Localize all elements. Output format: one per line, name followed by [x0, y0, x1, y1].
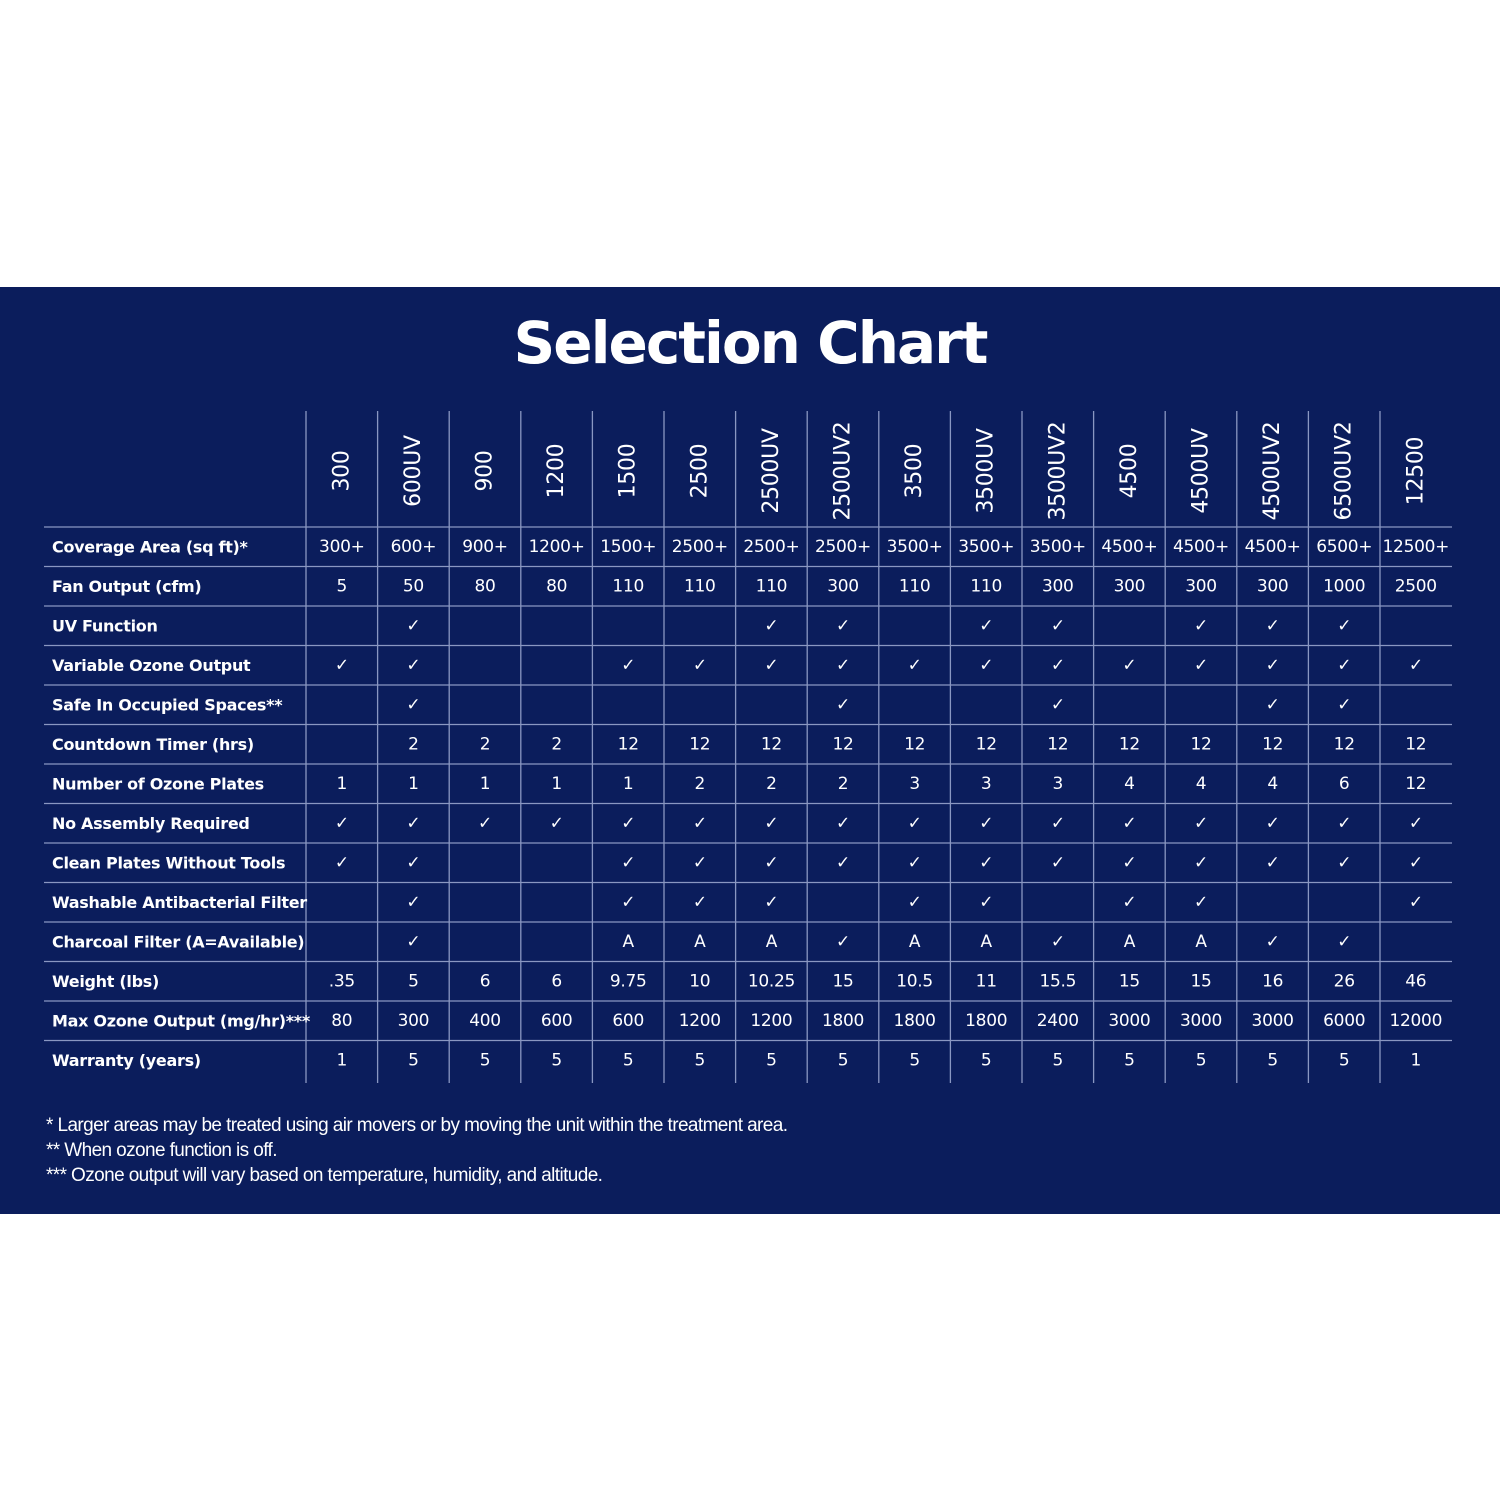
check-icon: ✓ — [907, 655, 922, 676]
check-icon: ✓ — [764, 615, 779, 636]
table-cell: 80 — [331, 1010, 353, 1031]
table-cell: 10.25 — [747, 971, 795, 992]
table-cell: 300 — [1185, 576, 1217, 597]
table-cell: 5 — [551, 1050, 562, 1071]
table-cell: 12 — [1405, 773, 1427, 794]
check-icon: ✓ — [1337, 655, 1352, 676]
check-icon: ✓ — [1337, 813, 1352, 834]
table-cell: 80 — [474, 576, 496, 597]
row-label: Clean Plates Without Tools — [52, 853, 286, 873]
table-cell: 12 — [760, 734, 782, 755]
table-cell: 2500+ — [671, 536, 728, 557]
table-cell: 16 — [1262, 971, 1284, 992]
table-cell: 300+ — [319, 536, 365, 557]
check-icon: ✓ — [1408, 813, 1423, 834]
table-cell: 6500+ — [1316, 536, 1373, 557]
table-cell: 12000 — [1389, 1010, 1443, 1031]
table-cell: 2500 — [1394, 576, 1437, 597]
table-cell: 3 — [909, 773, 920, 794]
table-cell: 600+ — [390, 536, 437, 557]
table-cell: 300 — [1113, 576, 1146, 597]
table-cell: 3500+ — [958, 536, 1015, 557]
table-cell: 5 — [336, 576, 348, 597]
check-icon: ✓ — [406, 852, 421, 873]
row-label: Variable Ozone Output — [52, 655, 251, 675]
table-cell: 15 — [1190, 971, 1212, 992]
row-label: No Assembly Required — [52, 813, 250, 833]
table-cell: 1200+ — [528, 536, 585, 557]
table-cell: 900+ — [462, 536, 508, 557]
check-icon: ✓ — [1265, 655, 1280, 676]
column-header: 1200 — [544, 443, 570, 499]
check-icon: ✓ — [1122, 655, 1137, 676]
check-icon: ✓ — [692, 852, 707, 873]
chart-title: Selection Chart — [513, 309, 987, 377]
footnote-1: * Larger areas may be treated using air movers or by moving the unit within the treatment area. — [46, 1115, 788, 1136]
table-cell: 11 — [975, 971, 997, 992]
check-icon: ✓ — [1408, 852, 1423, 873]
table-cell: 5 — [694, 1050, 706, 1071]
table-cell: 3 — [980, 773, 992, 794]
selection-table — [0, 287, 1500, 1214]
table-cell: 15 — [832, 971, 854, 992]
check-icon: ✓ — [1194, 813, 1208, 834]
row-label: Washable Antibacterial Filter — [52, 892, 307, 912]
column-header: 600UV — [400, 435, 426, 507]
row-label: Number of Ozone Plates — [52, 774, 264, 794]
table-cell: 4 — [1124, 773, 1135, 794]
column-header: 2500 — [687, 443, 713, 499]
table-cell: 2 — [408, 734, 419, 755]
row-label: Coverage Area (sq ft)* — [52, 537, 248, 557]
row-label: Charcoal Filter (A=Available) — [52, 932, 305, 952]
table-cell: 9.75 — [609, 971, 647, 992]
check-icon: ✓ — [406, 931, 421, 952]
check-icon: ✓ — [836, 615, 850, 636]
table-cell: 12500+ — [1382, 536, 1450, 557]
table-cell: 12 — [1118, 734, 1140, 755]
check-icon: ✓ — [406, 655, 421, 676]
table-cell: A — [694, 931, 706, 952]
table-cell: 12 — [617, 734, 639, 755]
column-header: 4500UV2 — [1260, 421, 1286, 521]
check-icon: ✓ — [1194, 655, 1208, 676]
check-icon: ✓ — [764, 655, 779, 676]
table-cell: 3000 — [1108, 1010, 1151, 1031]
footnote-2: ** When ozone function is off. — [46, 1140, 277, 1161]
table-cell: 10.5 — [896, 971, 933, 992]
table-cell: 5 — [837, 1050, 849, 1071]
table-cell: 10 — [689, 971, 711, 992]
table-cell: A — [622, 931, 634, 952]
check-icon: ✓ — [836, 852, 850, 873]
check-icon: ✓ — [1194, 852, 1208, 873]
check-icon: ✓ — [1408, 892, 1423, 913]
table-cell: 4500+ — [1172, 536, 1230, 557]
check-icon: ✓ — [692, 813, 707, 834]
check-icon: ✓ — [406, 813, 421, 834]
table-cell: 5 — [1124, 1050, 1135, 1071]
table-cell: 5 — [479, 1050, 491, 1071]
table-cell: 1500+ — [600, 536, 657, 557]
row-label: Weight (lbs) — [52, 971, 159, 991]
column-header: 300 — [329, 450, 355, 492]
row-label: UV Function — [52, 616, 158, 636]
check-icon: ✓ — [1337, 931, 1352, 952]
row-label: Warranty (years) — [52, 1050, 201, 1070]
check-icon: ✓ — [907, 813, 922, 834]
check-icon: ✓ — [836, 655, 850, 676]
check-icon: ✓ — [836, 694, 850, 715]
table-cell: 15.5 — [1039, 971, 1077, 992]
table-cell: 6000 — [1323, 1010, 1366, 1031]
table-cell: 1800 — [821, 1010, 865, 1031]
table-cell: 4 — [1267, 773, 1278, 794]
row-label: Countdown Timer (hrs) — [52, 734, 254, 754]
table-cell: 5 — [980, 1050, 992, 1071]
table-cell: 12 — [1333, 734, 1355, 755]
column-header: 4500 — [1116, 443, 1142, 499]
table-cell: A — [980, 931, 992, 952]
table-cell: 3500+ — [886, 536, 943, 557]
check-icon: ✓ — [1265, 694, 1280, 715]
table-cell: 1 — [408, 773, 419, 794]
check-icon: ✓ — [764, 813, 779, 834]
check-icon: ✓ — [406, 694, 421, 715]
check-icon: ✓ — [1265, 852, 1280, 873]
check-icon: ✓ — [1408, 655, 1423, 676]
check-icon: ✓ — [979, 615, 994, 636]
row-label: Max Ozone Output (mg/hr)*** — [52, 1011, 310, 1031]
table-cell: 12 — [1190, 734, 1212, 755]
table-cell: 3500+ — [1029, 536, 1086, 557]
column-header: 900 — [472, 450, 498, 492]
column-header: 6500UV2 — [1331, 421, 1357, 521]
table-cell: 5 — [408, 1050, 419, 1071]
table-cell: 12 — [1047, 734, 1069, 755]
table-cell: 5 — [766, 1050, 777, 1071]
table-cell: 1800 — [893, 1010, 936, 1031]
table-cell: 50 — [402, 576, 424, 597]
check-icon: ✓ — [979, 852, 994, 873]
check-icon: ✓ — [1050, 852, 1065, 873]
check-icon: ✓ — [1050, 615, 1065, 636]
column-header: 1500 — [615, 443, 641, 499]
check-icon: ✓ — [406, 892, 421, 913]
table-cell: 1 — [336, 1050, 348, 1071]
table-cell: 5 — [1338, 1050, 1350, 1071]
table-cell: 5 — [1195, 1050, 1207, 1071]
table-cell: 400 — [469, 1010, 501, 1031]
column-header: 2500UV2 — [830, 421, 856, 521]
table-cell: 15 — [1118, 971, 1140, 992]
table-cell: 6 — [551, 971, 562, 992]
check-icon: ✓ — [907, 892, 922, 913]
table-cell: 110 — [898, 576, 931, 597]
table-cell: A — [1195, 931, 1207, 952]
table-cell: 1 — [551, 773, 562, 794]
check-icon: ✓ — [1122, 813, 1137, 834]
check-icon: ✓ — [1050, 655, 1065, 676]
table-cell: 12 — [832, 734, 854, 755]
check-icon: ✓ — [406, 615, 421, 636]
table-cell: 1 — [479, 773, 491, 794]
check-icon: ✓ — [1050, 931, 1065, 952]
table-cell: A — [908, 931, 921, 952]
table-cell: 600 — [540, 1010, 573, 1031]
table-cell: A — [765, 931, 778, 952]
table-cell: 12 — [1262, 734, 1284, 755]
column-header: 3500UV2 — [1045, 421, 1071, 521]
column-header: 2500UV — [758, 428, 784, 514]
table-cell: 5 — [622, 1050, 634, 1071]
table-cell: .35 — [328, 971, 355, 992]
table-cell: 2 — [766, 773, 777, 794]
table-cell: 110 — [755, 576, 788, 597]
check-icon: ✓ — [621, 813, 636, 834]
check-icon: ✓ — [1337, 852, 1352, 873]
table-cell: 12 — [975, 734, 997, 755]
table-cell: 110 — [970, 576, 1002, 597]
table-cell: 300 — [397, 1010, 430, 1031]
check-icon: ✓ — [836, 813, 850, 834]
table-cell: 80 — [546, 576, 568, 597]
table-cell: 46 — [1405, 971, 1427, 992]
check-icon: ✓ — [979, 813, 994, 834]
table-cell: 5 — [408, 971, 419, 992]
column-header: 4500UV — [1188, 428, 1214, 514]
check-icon: ✓ — [1265, 813, 1280, 834]
check-icon: ✓ — [478, 813, 492, 834]
footnotes — [46, 1113, 787, 1188]
table-cell: 2500+ — [814, 536, 872, 557]
table-cell: 5 — [1267, 1050, 1278, 1071]
table-cell: 5 — [1052, 1050, 1064, 1071]
check-icon: ✓ — [979, 892, 994, 913]
check-icon: ✓ — [692, 892, 707, 913]
table-cell: 300 — [827, 576, 859, 597]
table-cell: 4500+ — [1101, 536, 1158, 557]
selection-chart-panel — [0, 287, 1500, 1214]
table-cell: 3000 — [1251, 1010, 1294, 1031]
table-cell: 1000 — [1323, 576, 1366, 597]
table-cell: 26 — [1333, 971, 1355, 992]
check-icon: ✓ — [907, 852, 922, 873]
check-icon: ✓ — [334, 655, 349, 676]
check-icon: ✓ — [979, 655, 994, 676]
table-cell: 300 — [1256, 576, 1289, 597]
table-cell: 600 — [612, 1010, 644, 1031]
check-icon: ✓ — [621, 655, 636, 676]
table-cell: 1200 — [678, 1010, 721, 1031]
check-icon: ✓ — [1050, 694, 1065, 715]
check-icon: ✓ — [1122, 852, 1137, 873]
check-icon: ✓ — [1265, 615, 1280, 636]
check-icon: ✓ — [1194, 615, 1208, 636]
column-header: 3500 — [902, 443, 928, 499]
table-cell: 1200 — [750, 1010, 793, 1031]
table-cell: 12 — [1405, 734, 1427, 755]
table-cell: 2500+ — [743, 536, 800, 557]
column-header: 12500 — [1403, 436, 1429, 506]
table-cell: 1 — [336, 773, 348, 794]
table-cell: 110 — [684, 576, 716, 597]
row-label: Safe In Occupied Spaces** — [52, 695, 283, 715]
table-cell: 6 — [479, 971, 491, 992]
check-icon: ✓ — [1194, 892, 1208, 913]
table-cell: 2 — [837, 773, 849, 794]
check-icon: ✓ — [1337, 615, 1352, 636]
table-cell: 300 — [1042, 576, 1074, 597]
table-cell: 1800 — [965, 1010, 1008, 1031]
table-cell: 12 — [689, 734, 711, 755]
table-cell: 1 — [622, 773, 634, 794]
check-icon: ✓ — [764, 852, 779, 873]
table-cell: 5 — [909, 1050, 920, 1071]
check-icon: ✓ — [836, 931, 850, 952]
check-icon: ✓ — [334, 852, 349, 873]
table-cell: 6 — [1338, 773, 1350, 794]
table-cell: 2 — [479, 734, 491, 755]
table-cell: A — [1123, 931, 1136, 952]
table-cell: 1 — [1410, 1050, 1422, 1071]
check-icon: ✓ — [1050, 813, 1065, 834]
table-cell: 2 — [694, 773, 706, 794]
table-cell: 110 — [612, 576, 644, 597]
check-icon: ✓ — [1265, 931, 1280, 952]
check-icon: ✓ — [764, 892, 779, 913]
table-cell: 2 — [551, 734, 562, 755]
table-cell: 12 — [904, 734, 926, 755]
table-cell: 2400 — [1036, 1010, 1079, 1031]
table-cell: 4500+ — [1244, 536, 1301, 557]
table-cell: 3000 — [1179, 1010, 1223, 1031]
check-icon: ✓ — [334, 813, 349, 834]
table-cell: 3 — [1052, 773, 1064, 794]
column-header: 3500UV — [973, 428, 999, 514]
check-icon: ✓ — [1122, 892, 1137, 913]
footnote-3: *** Ozone output will vary based on temperature, humidity, and altitude. — [46, 1165, 603, 1186]
check-icon: ✓ — [621, 892, 636, 913]
check-icon: ✓ — [692, 655, 707, 676]
check-icon: ✓ — [1337, 694, 1352, 715]
row-label: Fan Output (cfm) — [52, 576, 202, 596]
check-icon: ✓ — [549, 813, 564, 834]
check-icon: ✓ — [621, 852, 636, 873]
table-cell: 4 — [1195, 773, 1207, 794]
